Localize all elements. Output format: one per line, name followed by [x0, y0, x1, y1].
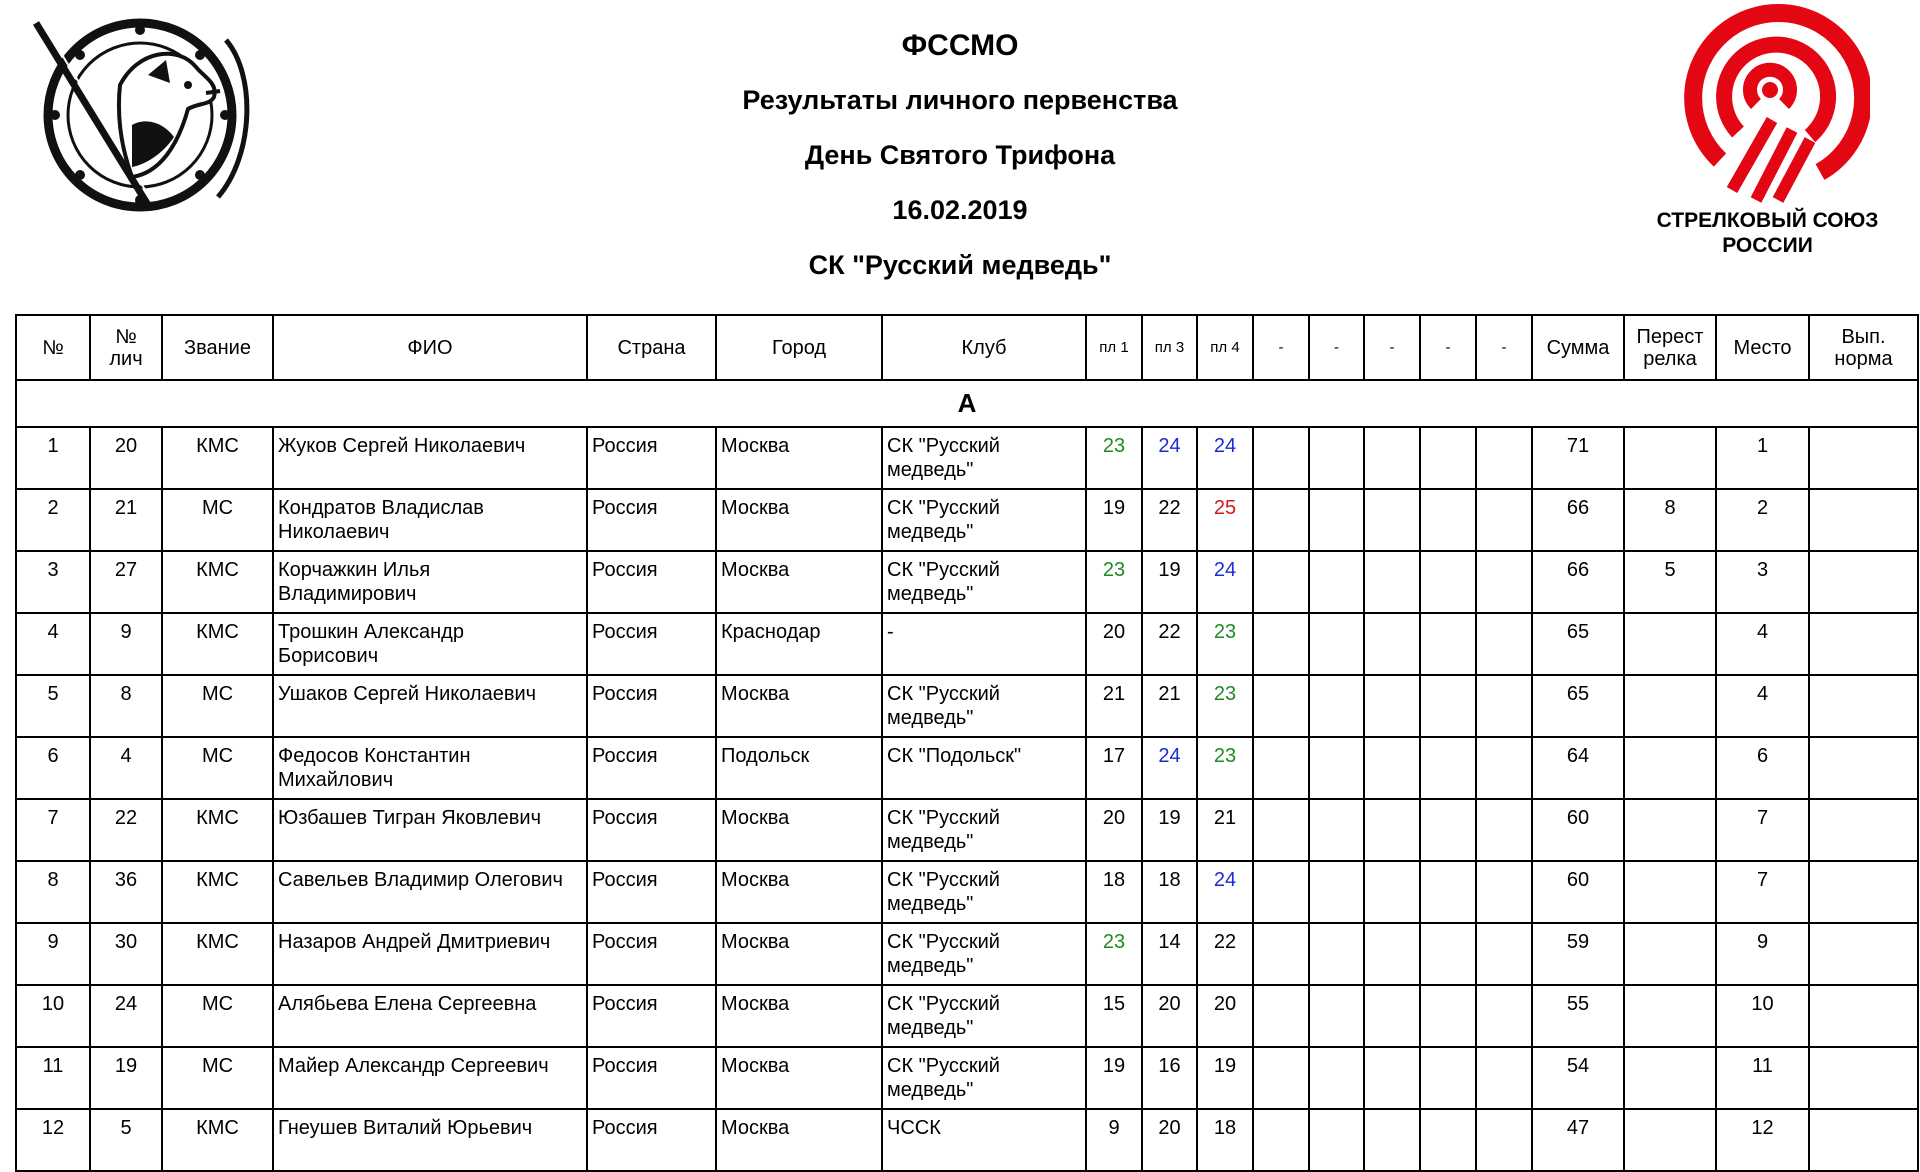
- cell-place: 6: [1716, 737, 1809, 799]
- cell-empty: [1476, 861, 1532, 923]
- cell-num: 12: [16, 1109, 90, 1171]
- cell-name: Гнеушев Виталий Юрьевич: [273, 1109, 587, 1171]
- cell-name: Ушаков Сергей Николаевич: [273, 675, 587, 737]
- cell-s3: 16: [1142, 1047, 1197, 1109]
- table-row: [16, 675, 1918, 737]
- cell-place: 2: [1716, 489, 1809, 551]
- cell-empty: [1420, 737, 1476, 799]
- cell-s1: 18: [1086, 861, 1142, 923]
- table-row: [16, 1047, 1918, 1109]
- cell-s1: 9: [1086, 1109, 1142, 1171]
- cell-num: 8: [16, 861, 90, 923]
- cell-club: СК "Подольск": [882, 737, 1086, 799]
- col-s1: пл 1: [1086, 315, 1142, 380]
- cell-norm: [1809, 1047, 1918, 1109]
- cell-shootoff: [1624, 675, 1716, 737]
- cell-total: 65: [1532, 675, 1624, 737]
- cell-empty: [1476, 923, 1532, 985]
- cell-country: Россия: [587, 985, 716, 1047]
- cell-num: 2: [16, 489, 90, 551]
- cell-name: Трошкин Александр Борисович: [273, 613, 587, 675]
- col-empty-5: -: [1476, 315, 1532, 380]
- table-header-row: [16, 315, 1918, 380]
- cell-empty: [1476, 489, 1532, 551]
- col-empty-3: -: [1364, 315, 1420, 380]
- cell-num: 9: [16, 923, 90, 985]
- cell-empty: [1309, 489, 1364, 551]
- cell-country: Россия: [587, 613, 716, 675]
- cell-s3: 22: [1142, 489, 1197, 551]
- cell-city: Москва: [716, 923, 882, 985]
- cell-name: Жуков Сергей Николаевич: [273, 427, 587, 489]
- cell-rank: МС: [162, 489, 273, 551]
- cell-place: 7: [1716, 861, 1809, 923]
- cell-s1: 21: [1086, 675, 1142, 737]
- cell-norm: [1809, 861, 1918, 923]
- cell-empty: [1253, 427, 1309, 489]
- cell-s4: 24: [1197, 861, 1253, 923]
- group-label: A: [16, 380, 1918, 427]
- cell-place: 9: [1716, 923, 1809, 985]
- cell-country: Россия: [587, 1047, 716, 1109]
- cell-s4: 24: [1197, 427, 1253, 489]
- cell-s4: 25: [1197, 489, 1253, 551]
- cell-city: Москва: [716, 985, 882, 1047]
- col-num: №: [16, 315, 90, 380]
- cell-empty: [1309, 1109, 1364, 1171]
- cell-s1: 17: [1086, 737, 1142, 799]
- cell-club: СК "Русский медведь": [882, 551, 1086, 613]
- cell-city: Москва: [716, 427, 882, 489]
- cell-norm: [1809, 613, 1918, 675]
- cell-club: СК "Русский медведь": [882, 985, 1086, 1047]
- table-row: [16, 427, 1918, 489]
- target-logo-caption: СТРЕЛКОВЫЙ СОЮЗ РОССИИ: [1656, 209, 1879, 257]
- cell-empty: [1253, 737, 1309, 799]
- cell-total: 60: [1532, 799, 1624, 861]
- cell-rank: КМС: [162, 861, 273, 923]
- cell-rank: КМС: [162, 923, 273, 985]
- cell-s4: 18: [1197, 1109, 1253, 1171]
- cell-norm: [1809, 799, 1918, 861]
- cell-place: 1: [1716, 427, 1809, 489]
- table-row: [16, 985, 1918, 1047]
- cell-city: Москва: [716, 799, 882, 861]
- table-row: [16, 551, 1918, 613]
- cell-total: 55: [1532, 985, 1624, 1047]
- cell-s4: 19: [1197, 1047, 1253, 1109]
- cell-shootoff: [1624, 861, 1716, 923]
- cell-s1: 23: [1086, 923, 1142, 985]
- cell-empty: [1309, 799, 1364, 861]
- cell-club: ЧССК: [882, 1109, 1086, 1171]
- cell-s4: 24: [1197, 551, 1253, 613]
- cell-s1: 20: [1086, 613, 1142, 675]
- cell-empty: [1309, 923, 1364, 985]
- cell-empty: [1476, 1047, 1532, 1109]
- cell-empty: [1476, 613, 1532, 675]
- cell-bib: 9: [90, 613, 162, 675]
- cell-empty: [1420, 675, 1476, 737]
- cell-empty: [1364, 923, 1420, 985]
- cell-empty: [1253, 675, 1309, 737]
- cell-club: СК "Русский медведь": [882, 675, 1086, 737]
- cell-city: Москва: [716, 675, 882, 737]
- col-club: Клуб: [882, 315, 1086, 380]
- cell-city: Москва: [716, 1109, 882, 1171]
- cell-s1: 19: [1086, 489, 1142, 551]
- cell-rank: МС: [162, 675, 273, 737]
- cell-bib: 27: [90, 551, 162, 613]
- cell-num: 11: [16, 1047, 90, 1109]
- cell-empty: [1420, 489, 1476, 551]
- cell-empty: [1476, 799, 1532, 861]
- table-row: [16, 489, 1918, 551]
- cell-s3: 21: [1142, 675, 1197, 737]
- cell-empty: [1476, 675, 1532, 737]
- cell-bib: 8: [90, 675, 162, 737]
- cell-empty: [1253, 1109, 1309, 1171]
- cell-empty: [1253, 923, 1309, 985]
- cell-empty: [1420, 985, 1476, 1047]
- results-table: [15, 314, 1919, 1172]
- event-date: 16.02.2019: [892, 195, 1028, 225]
- cell-shootoff: [1624, 985, 1716, 1047]
- cell-bib: 36: [90, 861, 162, 923]
- cell-bib: 21: [90, 489, 162, 551]
- cell-s3: 22: [1142, 613, 1197, 675]
- cell-s3: 20: [1142, 985, 1197, 1047]
- cell-bib: 30: [90, 923, 162, 985]
- cell-country: Россия: [587, 675, 716, 737]
- cell-country: Россия: [587, 551, 716, 613]
- cell-empty: [1364, 551, 1420, 613]
- cell-club: СК "Русский медведь": [882, 923, 1086, 985]
- cell-s4: 20: [1197, 985, 1253, 1047]
- cell-num: 4: [16, 613, 90, 675]
- cell-total: 66: [1532, 551, 1624, 613]
- cell-shootoff: 5: [1624, 551, 1716, 613]
- org-title: ФССМО: [901, 29, 1019, 62]
- cell-empty: [1420, 1047, 1476, 1109]
- cell-norm: [1809, 1109, 1918, 1171]
- cell-rank: КМС: [162, 613, 273, 675]
- cell-empty: [1364, 861, 1420, 923]
- cell-empty: [1309, 675, 1364, 737]
- cell-s1: 23: [1086, 551, 1142, 613]
- cell-bib: 20: [90, 427, 162, 489]
- cell-s1: 23: [1086, 427, 1142, 489]
- cell-place: 11: [1716, 1047, 1809, 1109]
- cell-empty: [1364, 489, 1420, 551]
- cell-norm: [1809, 985, 1918, 1047]
- cell-s1: 19: [1086, 1047, 1142, 1109]
- cell-num: 7: [16, 799, 90, 861]
- cell-s4: 21: [1197, 799, 1253, 861]
- cell-country: Россия: [587, 427, 716, 489]
- cell-empty: [1476, 427, 1532, 489]
- cell-s4: 23: [1197, 675, 1253, 737]
- cell-city: Краснодар: [716, 613, 882, 675]
- event-title: День Святого Трифона: [804, 140, 1116, 170]
- table-row: [16, 1109, 1918, 1171]
- cell-shootoff: 8: [1624, 489, 1716, 551]
- cell-total: 60: [1532, 861, 1624, 923]
- cell-name: Савельев Владимир Олегович: [273, 861, 587, 923]
- cell-empty: [1476, 985, 1532, 1047]
- cell-empty: [1364, 613, 1420, 675]
- cell-s1: 15: [1086, 985, 1142, 1047]
- document-header: [0, 0, 1920, 300]
- cell-empty: [1476, 551, 1532, 613]
- cell-total: 71: [1532, 427, 1624, 489]
- col-norm: Вып. норма: [1809, 315, 1918, 380]
- cell-empty: [1364, 1109, 1420, 1171]
- cell-empty: [1476, 737, 1532, 799]
- cell-place: 4: [1716, 613, 1809, 675]
- cell-bib: 4: [90, 737, 162, 799]
- cell-s4: 23: [1197, 613, 1253, 675]
- cell-club: СК "Русский медведь": [882, 427, 1086, 489]
- cell-s3: 14: [1142, 923, 1197, 985]
- cell-club: СК "Русский медведь": [882, 799, 1086, 861]
- cell-rank: МС: [162, 1047, 273, 1109]
- cell-s3: 24: [1142, 427, 1197, 489]
- cell-rank: КМС: [162, 799, 273, 861]
- cell-name: Алябьева Елена Сергеевна: [273, 985, 587, 1047]
- cell-bib: 19: [90, 1047, 162, 1109]
- cell-shootoff: [1624, 613, 1716, 675]
- col-city: Город: [716, 315, 882, 380]
- col-shootoff: Перест релка: [1624, 315, 1716, 380]
- cell-num: 5: [16, 675, 90, 737]
- cell-city: Москва: [716, 551, 882, 613]
- cell-empty: [1309, 985, 1364, 1047]
- col-s3: пл 3: [1142, 315, 1197, 380]
- cell-num: 1: [16, 427, 90, 489]
- cell-place: 3: [1716, 551, 1809, 613]
- cell-country: Россия: [587, 489, 716, 551]
- col-place: Место: [1716, 315, 1809, 380]
- cell-empty: [1420, 923, 1476, 985]
- cell-rank: КМС: [162, 427, 273, 489]
- cell-rank: МС: [162, 737, 273, 799]
- cell-city: Москва: [716, 489, 882, 551]
- cell-empty: [1309, 551, 1364, 613]
- cell-place: 10: [1716, 985, 1809, 1047]
- cell-total: 47: [1532, 1109, 1624, 1171]
- cell-club: СК "Русский медведь": [882, 861, 1086, 923]
- cell-empty: [1309, 1047, 1364, 1109]
- cell-total: 64: [1532, 737, 1624, 799]
- cell-name: Юзбашев Тигран Яковлевич: [273, 799, 587, 861]
- cell-country: Россия: [587, 737, 716, 799]
- cell-club: -: [882, 613, 1086, 675]
- cell-shootoff: [1624, 799, 1716, 861]
- cell-country: Россия: [587, 923, 716, 985]
- cell-empty: [1309, 737, 1364, 799]
- cell-rank: КМС: [162, 551, 273, 613]
- cell-empty: [1364, 427, 1420, 489]
- group-row: [16, 380, 1918, 427]
- cell-s4: 22: [1197, 923, 1253, 985]
- cell-shootoff: [1624, 1109, 1716, 1171]
- cell-country: Россия: [587, 1109, 716, 1171]
- cell-empty: [1253, 551, 1309, 613]
- table-row: [16, 923, 1918, 985]
- cell-norm: [1809, 551, 1918, 613]
- cell-num: 6: [16, 737, 90, 799]
- cell-empty: [1253, 1047, 1309, 1109]
- cell-s3: 19: [1142, 551, 1197, 613]
- cell-empty: [1309, 427, 1364, 489]
- cell-country: Россия: [587, 861, 716, 923]
- cell-empty: [1476, 1109, 1532, 1171]
- cell-empty: [1420, 551, 1476, 613]
- cell-empty: [1420, 1109, 1476, 1171]
- cell-bib: 22: [90, 799, 162, 861]
- cell-empty: [1420, 799, 1476, 861]
- results-title: Результаты личного первенства: [742, 85, 1178, 115]
- col-empty-4: -: [1420, 315, 1476, 380]
- cell-empty: [1420, 427, 1476, 489]
- cell-name: Федосов Константин Михайлович: [273, 737, 587, 799]
- cell-empty: [1420, 861, 1476, 923]
- cell-name: Кондратов Владислав Николаевич: [273, 489, 587, 551]
- cell-total: 54: [1532, 1047, 1624, 1109]
- col-country: Страна: [587, 315, 716, 380]
- cell-rank: МС: [162, 985, 273, 1047]
- cell-name: Майер Александр Сергеевич: [273, 1047, 587, 1109]
- venue-title: СК "Русский медведь": [808, 250, 1112, 280]
- document-titles: [560, 18, 1360, 293]
- table-row: [16, 613, 1918, 675]
- cell-s3: 19: [1142, 799, 1197, 861]
- cell-s4: 23: [1197, 737, 1253, 799]
- cell-s1: 20: [1086, 799, 1142, 861]
- cell-norm: [1809, 923, 1918, 985]
- cell-shootoff: [1624, 1047, 1716, 1109]
- cell-city: Подольск: [716, 737, 882, 799]
- cell-empty: [1309, 613, 1364, 675]
- table-row: [16, 737, 1918, 799]
- cell-empty: [1253, 613, 1309, 675]
- cell-empty: [1364, 985, 1420, 1047]
- cell-empty: [1309, 861, 1364, 923]
- cell-shootoff: [1624, 923, 1716, 985]
- cell-place: 4: [1716, 675, 1809, 737]
- col-empty-2: -: [1309, 315, 1364, 380]
- cell-empty: [1364, 737, 1420, 799]
- cell-num: 3: [16, 551, 90, 613]
- cell-empty: [1253, 985, 1309, 1047]
- cell-empty: [1364, 675, 1420, 737]
- cell-club: СК "Русский медведь": [882, 489, 1086, 551]
- cell-shootoff: [1624, 427, 1716, 489]
- table-row: [16, 861, 1918, 923]
- cell-place: 12: [1716, 1109, 1809, 1171]
- cell-name: Корчажкин Илья Владимирович: [273, 551, 587, 613]
- cell-bib: 24: [90, 985, 162, 1047]
- cell-name: Назаров Андрей Дмитриевич: [273, 923, 587, 985]
- cell-city: Москва: [716, 1047, 882, 1109]
- cell-empty: [1253, 489, 1309, 551]
- col-empty-1: -: [1253, 315, 1309, 380]
- cell-s3: 24: [1142, 737, 1197, 799]
- cell-total: 65: [1532, 613, 1624, 675]
- col-bib: № лич: [90, 315, 162, 380]
- cell-s3: 20: [1142, 1109, 1197, 1171]
- table-row: [16, 799, 1918, 861]
- cell-empty: [1364, 799, 1420, 861]
- cell-norm: [1809, 427, 1918, 489]
- cell-country: Россия: [587, 799, 716, 861]
- cell-shootoff: [1624, 737, 1716, 799]
- cell-city: Москва: [716, 861, 882, 923]
- cell-total: 59: [1532, 923, 1624, 985]
- cell-empty: [1420, 613, 1476, 675]
- cell-bib: 5: [90, 1109, 162, 1171]
- col-total: Сумма: [1532, 315, 1624, 380]
- cell-total: 66: [1532, 489, 1624, 551]
- cell-rank: КМС: [162, 1109, 273, 1171]
- cell-s3: 18: [1142, 861, 1197, 923]
- cell-norm: [1809, 737, 1918, 799]
- col-s4: пл 4: [1197, 315, 1253, 380]
- cell-norm: [1809, 489, 1918, 551]
- col-rank: Звание: [162, 315, 273, 380]
- col-name: ФИО: [273, 315, 587, 380]
- cell-empty: [1364, 1047, 1420, 1109]
- cell-num: 10: [16, 985, 90, 1047]
- cell-empty: [1253, 861, 1309, 923]
- hunter-dog-emblem-icon: [28, 5, 258, 220]
- cell-club: СК "Русский медведь": [882, 1047, 1086, 1109]
- cell-place: 7: [1716, 799, 1809, 861]
- cell-norm: [1809, 675, 1918, 737]
- cell-empty: [1253, 799, 1309, 861]
